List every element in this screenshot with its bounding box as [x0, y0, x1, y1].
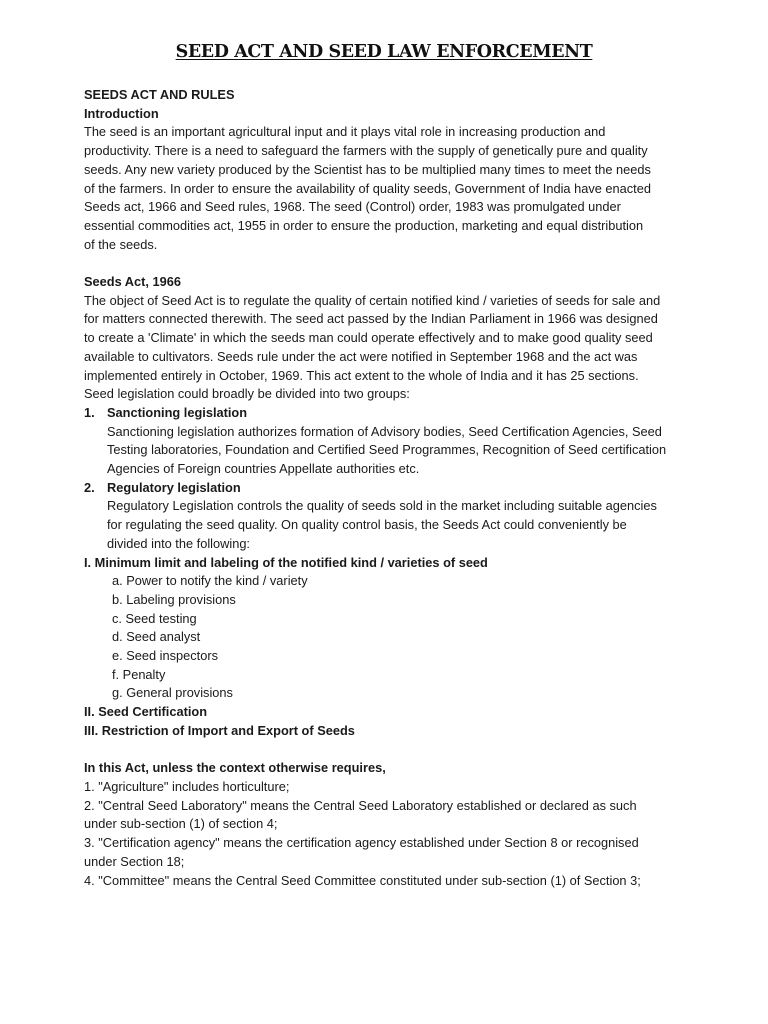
intro-heading: Introduction: [84, 105, 159, 121]
part-two-heading: II. Seed Certification: [84, 704, 208, 720]
group-sanctioning-legislation: [84, 404, 684, 479]
paragraph-line: of the seeds.: [84, 236, 158, 252]
section-heading-seeds-act-rules: SEEDS ACT AND RULES: [84, 87, 235, 102]
definition-line: 4. "Committee" means the Central Seed Committee constituted under sub-section (1) of Section 3;: [84, 872, 641, 888]
definition-line: 1. "Agriculture" includes horticulture;: [84, 778, 290, 794]
document-body: [84, 86, 684, 890]
paragraph-line: Seed legislation could broadly be divided into two groups:: [84, 386, 410, 402]
list-item: c. Seed testing: [112, 610, 197, 626]
seeds-act-paragraph: [84, 292, 684, 404]
paragraph-line: Sanctioning legislation authorizes formation of Advisory bodies, Seed Certification Agencies, Seed: [107, 423, 662, 439]
paragraph-line: implemented entirely in October, 1969. This act extent to the whole of India and it has 25 sections.: [84, 367, 639, 383]
paragraph-line: The seed is an important agricultural input and it plays vital role in increasing production and: [84, 124, 606, 140]
paragraph-line: divided into the following:: [107, 535, 250, 551]
paragraph-line: productivity. There is a need to safeguard the farmers with the supply of genetically pure and quality: [84, 143, 648, 159]
definition-line: 3. "Certification agency" means the certification agency established under Section 8 or recognised: [84, 835, 639, 851]
definitions-heading: In this Act, unless the context otherwise requires,: [84, 760, 386, 776]
paragraph-line: available to cultivators. Seeds rule under the act were notified in September 1968 and the act was: [84, 348, 638, 364]
list-item: d. Seed analyst: [112, 629, 201, 645]
group-title: Sanctioning legislation: [107, 404, 248, 420]
definitions-list: [84, 778, 684, 890]
paragraph-line: of the farmers. In order to ensure the availability of quality seeds, Government of India have enacted: [84, 180, 651, 196]
document-title: SEED ACT AND SEED LAW ENFORCEMENT: [175, 42, 593, 62]
group-heading: [84, 404, 684, 423]
paragraph-line: Seeds act, 1966 and Seed rules, 1968. The seed (Control) order, 1983 was promulgated under: [84, 199, 621, 215]
list-item: g. General provisions: [112, 685, 233, 701]
group-number: 2.: [84, 479, 95, 495]
part-one-heading: I. Minimum limit and labeling of the notified kind / varieties of seed: [84, 554, 488, 570]
paragraph-line: Regulatory Legislation controls the quality of seeds sold in the market including suitable agencies: [107, 498, 657, 514]
definition-line: under sub-section (1) of section 4;: [84, 816, 278, 832]
intro-paragraph: [84, 123, 684, 254]
paragraph-line: for regulating the seed quality. On quality control basis, the Seeds Act could conveniently be: [107, 517, 627, 533]
paragraph-line: to create a 'Climate' in which the seeds man could operate effectively and to make good quality seed: [84, 330, 653, 346]
list-item: f. Penalty: [112, 666, 166, 682]
paragraph-line: for matters connected therewith. The seed act passed by the Indian Parliament in 1966 was designed: [84, 311, 658, 327]
definition-line: 2. "Central Seed Laboratory" means the Central Seed Laboratory established or declared as such: [84, 797, 637, 813]
group-regulatory-legislation: [84, 479, 684, 554]
spacer: [84, 254, 684, 273]
list-item: e. Seed inspectors: [112, 648, 218, 664]
group-heading: [84, 479, 684, 498]
part-one-list: [84, 572, 684, 703]
paragraph-line: essential commodities act, 1955 in order to ensure the production, marketing and equal distribution: [84, 217, 644, 233]
paragraph-line: seeds. Any new variety produced by the Scientist has to be multiplied many times to meet the needs: [84, 161, 651, 177]
spacer: [84, 741, 684, 760]
paragraph-line: Testing laboratories, Foundation and Certified Seed Programmes, Recognition of Seed certification: [107, 442, 667, 458]
group-title: Regulatory legislation: [107, 479, 241, 495]
list-item: b. Labeling provisions: [112, 591, 236, 607]
paragraph-line: The object of Seed Act is to regulate the quality of certain notified kind / varieties of seeds for sale and: [84, 292, 661, 308]
part-three-heading: III. Restriction of Import and Export of Seeds: [84, 722, 355, 738]
group-number: 1.: [84, 404, 95, 420]
paragraph-line: Agencies of Foreign countries Appellate authorities etc.: [107, 461, 420, 477]
seeds-act-heading: Seeds Act, 1966: [84, 274, 181, 290]
definition-line: under Section 18;: [84, 853, 185, 869]
list-item: a. Power to notify the kind / variety: [112, 573, 308, 589]
